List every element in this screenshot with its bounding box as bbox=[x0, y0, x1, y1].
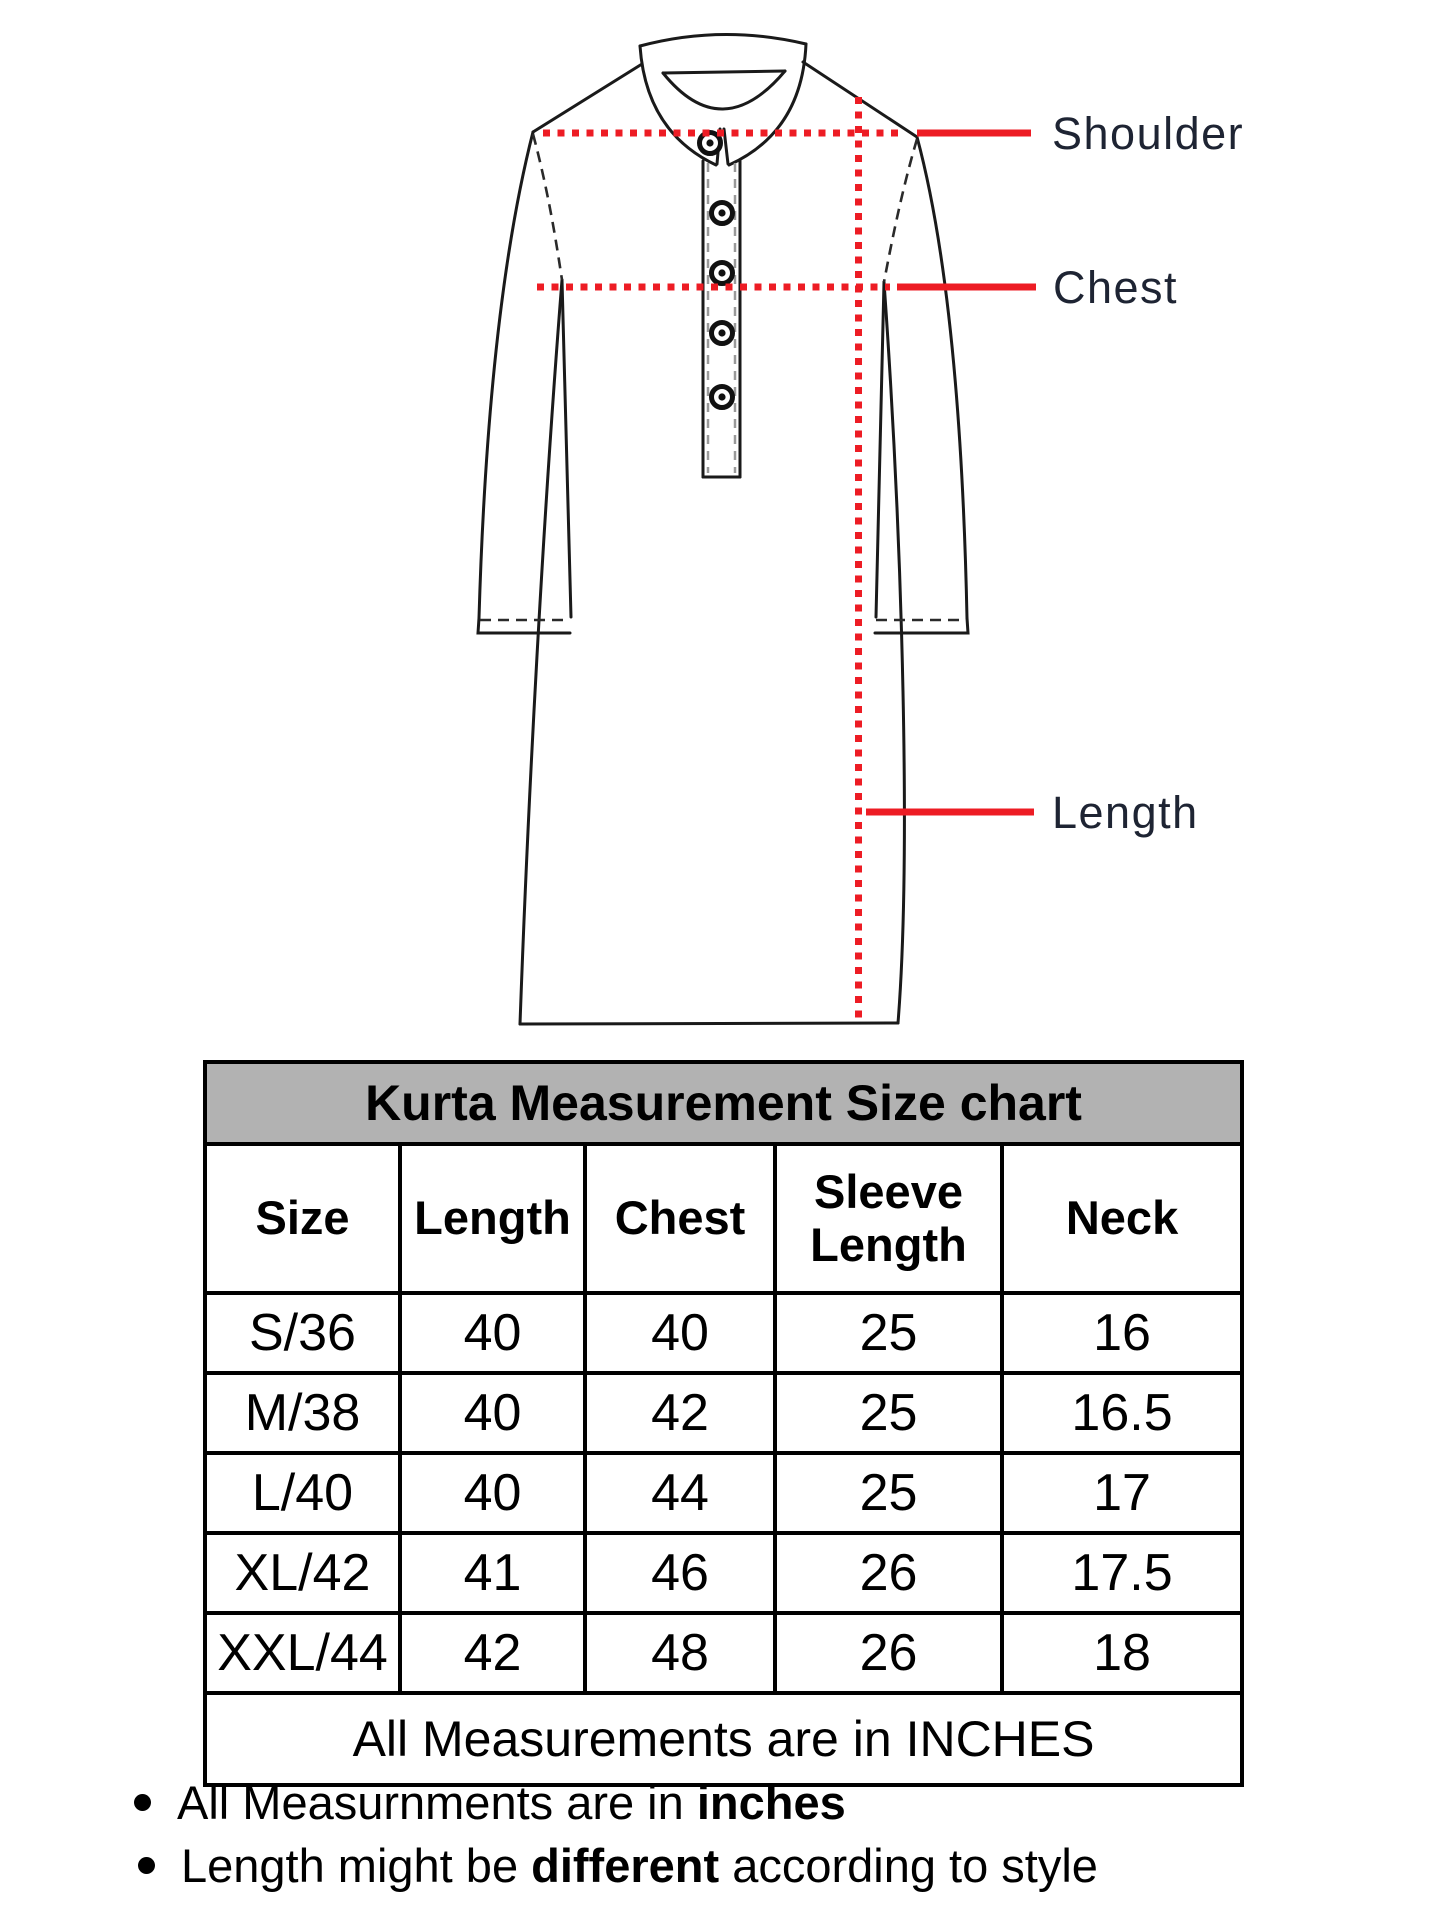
sleeve-cell: 25 bbox=[775, 1453, 1002, 1533]
table-footer-note: All Measurements are in INCHES bbox=[205, 1693, 1242, 1785]
col-header-chest: Chest bbox=[585, 1144, 775, 1293]
sleeve-cell: 26 bbox=[775, 1533, 1002, 1613]
table-footer-row bbox=[205, 1693, 1242, 1785]
table-row bbox=[205, 1613, 1242, 1693]
note-measurements-inches bbox=[134, 1775, 846, 1829]
table-title: Kurta Measurement Size chart bbox=[205, 1062, 1242, 1144]
neck-cell: 17 bbox=[1002, 1453, 1242, 1533]
table-row bbox=[205, 1293, 1242, 1373]
table-row bbox=[205, 1373, 1242, 1453]
neck-cell: 16.5 bbox=[1002, 1373, 1242, 1453]
length-label: Length bbox=[1052, 787, 1199, 838]
length-cell: 41 bbox=[400, 1533, 585, 1613]
length-cell: 42 bbox=[400, 1613, 585, 1693]
col-header-length: Length bbox=[400, 1144, 585, 1293]
bullet-icon bbox=[134, 1794, 151, 1811]
size-cell: XXL/44 bbox=[205, 1613, 400, 1693]
table-header-row bbox=[205, 1144, 1242, 1293]
col-header-sleeve-length: Sleeve Length bbox=[775, 1144, 1002, 1293]
table-row bbox=[205, 1453, 1242, 1533]
length-cell: 40 bbox=[400, 1373, 585, 1453]
col-header-neck: Neck bbox=[1002, 1144, 1242, 1293]
neck-cell: 16 bbox=[1002, 1293, 1242, 1373]
bullet-icon bbox=[138, 1857, 155, 1874]
note-text: Length might be different according to style bbox=[181, 1838, 1098, 1892]
neck-cell: 17.5 bbox=[1002, 1533, 1242, 1613]
size-cell: L/40 bbox=[205, 1453, 400, 1533]
sleeve-cell: 25 bbox=[775, 1293, 1002, 1373]
size-chart-table bbox=[203, 1060, 1244, 1787]
chest-cell: 48 bbox=[585, 1613, 775, 1693]
chest-cell: 40 bbox=[585, 1293, 775, 1373]
chest-cell: 46 bbox=[585, 1533, 775, 1613]
size-cell: XL/42 bbox=[205, 1533, 400, 1613]
sleeve-cell: 25 bbox=[775, 1373, 1002, 1453]
length-cell: 40 bbox=[400, 1293, 585, 1373]
neck-cell: 18 bbox=[1002, 1613, 1242, 1693]
size-cell: M/38 bbox=[205, 1373, 400, 1453]
shoulder-label: Shoulder bbox=[1052, 108, 1245, 159]
note-length-style bbox=[138, 1838, 1098, 1892]
table-title-row bbox=[205, 1062, 1242, 1144]
size-cell: S/36 bbox=[205, 1293, 400, 1373]
chest-cell: 44 bbox=[585, 1453, 775, 1533]
sleeve-cell: 26 bbox=[775, 1613, 1002, 1693]
chest-cell: 42 bbox=[585, 1373, 775, 1453]
length-cell: 40 bbox=[400, 1453, 585, 1533]
note-text: All Measurnments are in inches bbox=[177, 1775, 846, 1829]
chest-label: Chest bbox=[1053, 262, 1179, 313]
col-header-size: Size bbox=[205, 1144, 400, 1293]
table-row bbox=[205, 1533, 1242, 1613]
